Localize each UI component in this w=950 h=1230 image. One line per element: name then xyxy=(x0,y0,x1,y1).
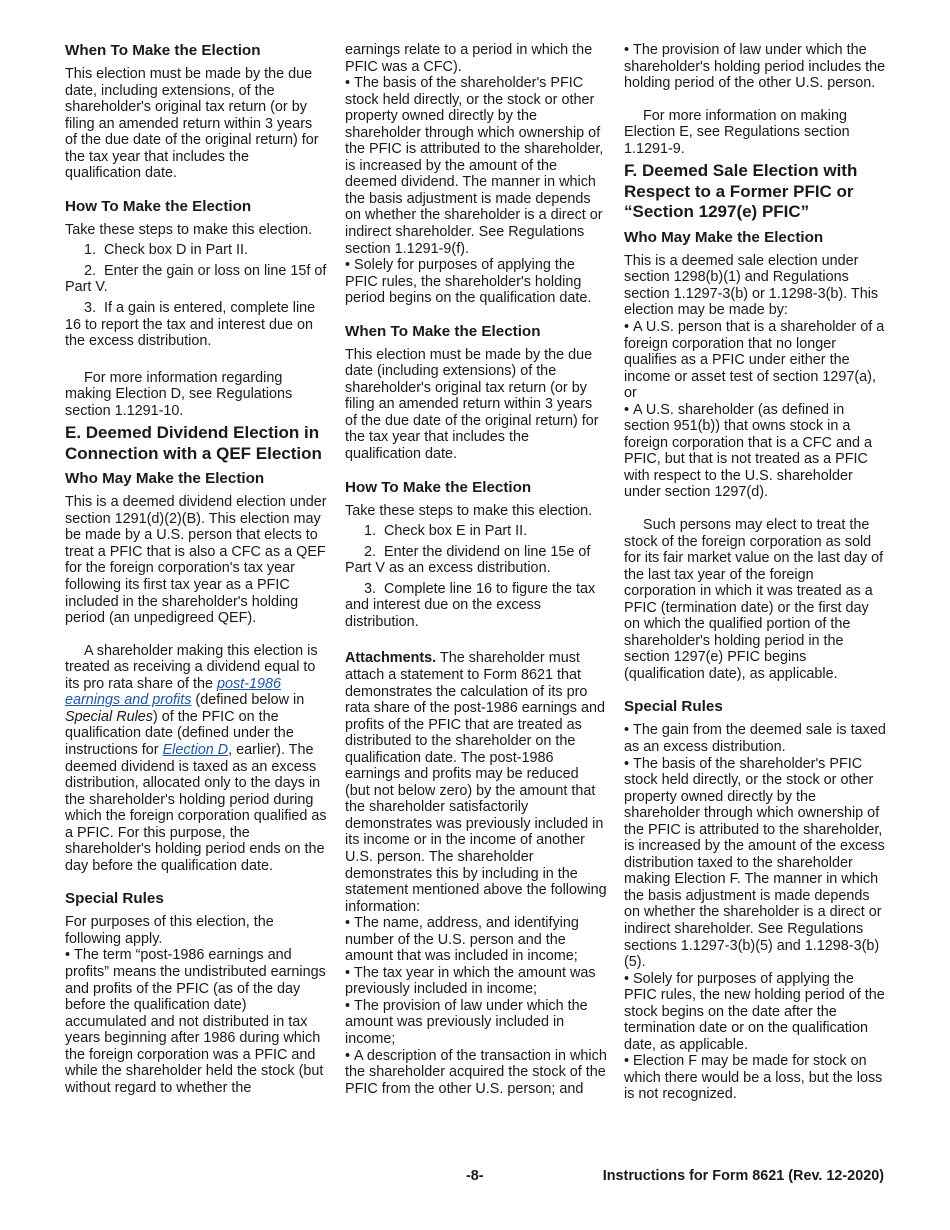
special-rule-bullet: • The term “post-1986 earnings and profits” means the undistributed earnings and profits of the PFIC (as of the day before the qualification date) accumulated and not distributed in tax years beginning after 1986 during which the foreign corporation was a PFIC and while the shareholder held the stock (but without regard to whether the xyxy=(65,947,327,1096)
how-to-make-heading-e: How To Make the Election xyxy=(345,478,532,496)
para-text-3: ) of the PFIC on the qualification date (defined under the instructions for xyxy=(65,708,294,758)
attachment-bullet-4: • A description of the transaction in which the shareholder acquired the stock of the PFIC from the other U.S. person; and xyxy=(345,1048,607,1098)
how-step-d-3: 3. If a gain is entered, complete line 16 to report the tax and interest due on the excess distribution. xyxy=(65,300,316,350)
attachment-bullet-3: • The provision of law under which the amount was previously included in income; xyxy=(345,998,607,1048)
how-step-e-2: 2. Enter the dividend on line 15e of Part V as an excess distribution. xyxy=(345,543,591,577)
attachments-text: The shareholder must attach a statement to Form 8621 that demonstrates the calculation of its pro rata share of the post-1986 earnings and profits of the PFIC that are treated as distributed to the shareholder on the qualification date. The post-1986 earnings and profits may be reduced (but not below zero) by the amount that the shareholder satisfactorily demonstrates was previously included in its income or in the income of another U.S. person. The shareholder demonstrates this by including in the statement mentioned above the following information: xyxy=(345,650,607,915)
who-may-make-heading-f: Who May Make the Election xyxy=(624,228,824,246)
special-rules-italic: Special Rules xyxy=(65,708,153,725)
basis-bullet-e: • The basis of the shareholder's PFIC stock held directly, or the stock or other property owned directly by the shareholder through which ownership of the PFIC is attributed to the shareholder, is increased by the amount of the deemed dividend. The manner in which the basis adjustment is made depends on whether the shareholder is a direct or indirect shareholder. See Regulations section 1.1291-9(f). xyxy=(345,75,607,257)
how-to-make-intro-e: Take these steps to make this election. xyxy=(345,502,593,519)
how-to-make-intro-d: Take these steps to make this election. xyxy=(65,221,313,238)
who-bullet-2: • A U.S. shareholder (as defined in section 951(b)) that owns stock in a foreign corporation that is a CFC and a PFIC, but that is not treated as a PFIC with respect to the U.S. shareholder under section 1297(d). xyxy=(624,402,886,501)
section-e-heading: E. Deemed Dividend Election in Connection with a QEF Election xyxy=(65,423,322,463)
more-info-election-d: For more information regarding making Election D, see Regulations section 1.1291-10. xyxy=(65,369,293,419)
para-text-1: A shareholder making this election is treated as receiving a dividend equal to its pro rata share of the xyxy=(65,642,318,692)
who-may-make-heading-e: Who May Make the Election xyxy=(65,470,265,488)
document-title: Instructions for Form 8621 (Rev. 12-2020) xyxy=(602,1168,884,1184)
when-to-make-text-d: This election must be made by the due date, including extensions, of the shareholder's original tax return (or by filing an amended return within 3 years of the due date of the original return) for the tax year that includes the qualification date. xyxy=(65,66,319,182)
special-rule-f-2: • The basis of the shareholder's PFIC stock held directly, or the stock or other property owned directly by the shareholder through which ownership of the PFIC is attributed to the shareholder, is increased by the amount of the excess distribution taxed to the shareholder making Election F. The manner in which the basis adjustment is made depends on whether the shareholder is a direct or indirect shareholder. See Regulations sections 1.1297-3(b)(5) and 1.1298-3(b)(5). xyxy=(624,756,886,971)
deemed-dividend-paragraph xyxy=(65,643,327,875)
special-rule-f-1: • The gain from the deemed sale is taxed as an excess distribution. xyxy=(624,722,886,755)
page-number: -8- xyxy=(466,1168,484,1184)
how-step-e-1: 1. Check box E in Part II. xyxy=(364,523,528,540)
how-step-d-1: 1. Check box D in Part II. xyxy=(84,242,248,259)
who-bullet-1: • A U.S. person that is a shareholder of a foreign corporation that no longer qualifies as a PFIC under either the income or asset test of section 1297(a), or xyxy=(624,319,886,402)
continued-text: earnings relate to a period in which the PFIC was a CFC). xyxy=(345,42,593,75)
when-to-make-heading-d: When To Make the Election xyxy=(65,42,261,59)
column-2 xyxy=(345,42,607,1097)
when-to-make-heading-e: When To Make the Election xyxy=(345,322,541,340)
special-rules-heading-e: Special Rules xyxy=(65,890,164,908)
how-to-make-heading-d: How To Make the Election xyxy=(65,197,252,215)
special-rule-f-3: • Solely for purposes of applying the PFIC rules, the new holding period of the stock begins on the date after the termination date or on the qualification date, as applicable. xyxy=(624,971,886,1054)
para-text-2: (defined below in xyxy=(191,692,305,709)
election-d-link[interactable]: Election D xyxy=(162,741,229,758)
special-rules-intro-e: For purposes of this election, the following apply. xyxy=(65,914,274,947)
more-info-election-e: For more information on making Election E, see Regulations section 1.1291-9. xyxy=(624,107,850,157)
section-f-heading: F. Deemed Sale Election with Respect to a Former PFIC or “Section 1297(e) PFIC” xyxy=(624,161,858,222)
who-may-make-text-f: This is a deemed sale election under section 1298(b)(1) and Regulations section 1.1297-3(b) or 1.1298-3(b). This election may be made by: xyxy=(624,252,879,319)
attachment-bullet-2: • The tax year in which the amount was previously included in income; xyxy=(345,965,607,998)
special-rules-heading-f: Special Rules xyxy=(624,698,723,716)
post-1986-earnings-link[interactable]: post-1986 earnings and profits xyxy=(65,675,281,709)
holding-period-bullet-e: • Solely for purposes of applying the PFIC rules, the shareholder's holding period begins on the qualification date. xyxy=(345,257,607,307)
attachments-label: Attachments. xyxy=(345,650,437,667)
when-to-make-text-e: This election must be made by the due date (including extensions) of the shareholder's original tax return (or by filing an amended return within 3 years of the due date of the original return) for the tax year that includes the qualification date. xyxy=(345,346,599,463)
how-step-d-2: 2. Enter the gain or loss on line 15f of Part V. xyxy=(65,262,327,296)
column-3 xyxy=(624,42,886,1103)
column-1 xyxy=(65,42,327,1096)
attachments-paragraph xyxy=(345,650,607,915)
attachment-bullet-1: • The name, address, and identifying number of the U.S. person and the amount that was included in income; xyxy=(345,915,607,965)
who-may-make-text-e: This is a deemed dividend election under section 1291(d)(2)(B). This election may be made by a U.S. person that elects to treat a PFIC that is also a CFC as a QEF for the foreign corporation's tax year following its first tax year as a PFIC included in the shareholder's holding period (an unpedigreed QEF). xyxy=(65,494,327,627)
para-text-4: , earlier). The deemed dividend is taxed as an excess distribution, allocated only to the days in the shareholder's holding period during which the foreign corporation qualified as a PFIC. For this purpose, the shareholder's holding period ends on the day before the qualification date. xyxy=(65,741,327,874)
such-persons-paragraph: Such persons may elect to treat the stock of the foreign corporation as sold for its fair market value on the last day of the last tax year of the foreign corporation in which it was treated as a PFIC (termination date) or the first day on which the qualified portion of the shareholder's holding period in the section 1297(e) PFIC begins (qualification date), as applicable. xyxy=(624,516,884,682)
special-rule-f-4: • Election F may be made for stock on which there would be a loss, but the loss is not recognized. xyxy=(624,1053,886,1103)
how-step-e-3: 3. Complete line 16 to figure the tax and interest due on the excess distribution. xyxy=(345,580,596,630)
provision-bullet: • The provision of law under which the shareholder's holding period includes the holding period of the other U.S. person. xyxy=(624,42,886,92)
